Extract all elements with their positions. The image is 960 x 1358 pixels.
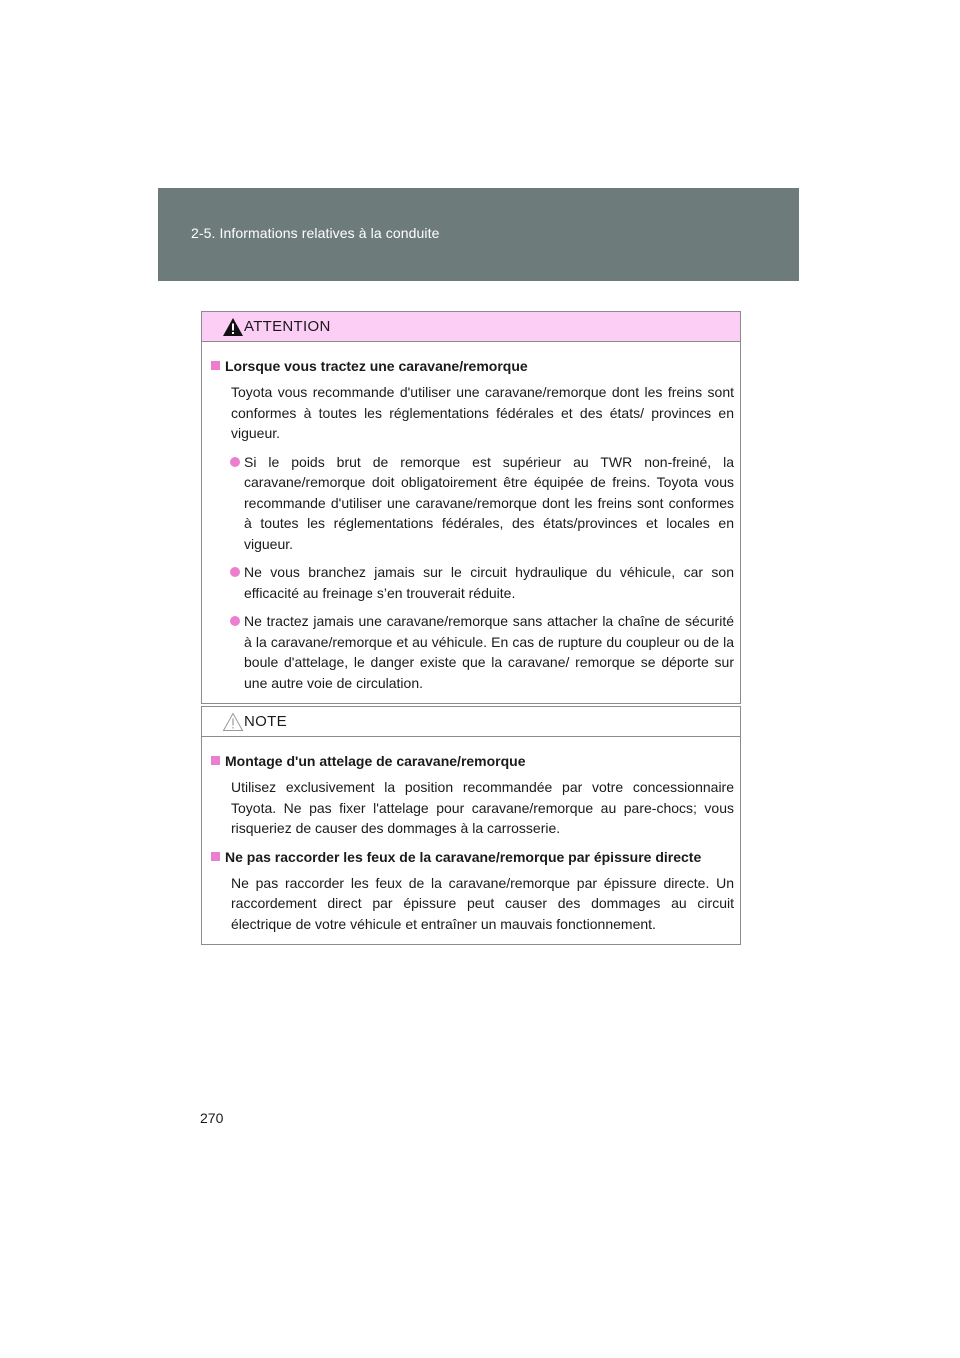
note-heading <box>210 751 734 771</box>
attention-title: ATTENTION <box>244 318 331 335</box>
note-box <box>201 706 741 945</box>
attention-intro: Toyota vous recommande d'utiliser une caravane/remorque dont les freins sont conformes à toutes les réglementations fédérales et des états/ provinces en vigueur. <box>231 384 734 441</box>
note-heading-text: Montage d'un attelage de caravane/remorque <box>225 753 526 769</box>
section-header-band <box>158 188 799 281</box>
attention-bullet-text: Ne vous branchez jamais sur le circuit hydraulique du véhicule, car son efficacité au freinage s’en trouverait réduite. <box>244 564 734 601</box>
square-bullet-icon <box>211 756 220 765</box>
circle-bullet-icon <box>230 457 240 467</box>
attention-bullet <box>210 611 734 693</box>
note-heading-text: Ne pas raccorder les feux de la caravane/remorque par épissure directe <box>225 848 702 865</box>
circle-bullet-icon <box>230 616 240 626</box>
attention-heading <box>210 356 734 376</box>
square-bullet-icon <box>211 852 220 861</box>
caution-triangle-outline-icon <box>222 712 244 732</box>
note-title-bar <box>202 707 740 737</box>
note-paragraph: Utilisez exclusivement la position recommandée par votre concessionnaire Toyota. Ne pas fixer l'attelage pour caravane/remorque au pare-chocs; vous risqueriez de causer des dommages à la carrosserie. <box>231 779 734 836</box>
attention-bullet-text: Ne tractez jamais une caravane/remorque sans attacher la chaîne de sécurité à la caravane/remorque et au véhicule. En cas de rupture du coupleur ou de la boule d'attelage, le danger existe que la caravane/ remorque se déporte sur une autre voie de circulation. <box>244 613 734 691</box>
attention-bullet <box>210 452 734 555</box>
attention-bullet <box>210 562 734 603</box>
note-title: NOTE <box>244 713 287 730</box>
attention-heading-text: Lorsque vous tractez une caravane/remorque <box>225 358 528 374</box>
attention-bullet-text: Si le poids brut de remorque est supérieur au TWR non-freiné, la caravane/remorque doit obligatoirement être équipée de freins. Toyota vous recommande d'utiliser une caravane/remorque dont les freins sont conformes à toutes les réglementations fédérales, des états/provinces et locales en vigueur. <box>244 453 734 552</box>
attention-body <box>202 342 740 703</box>
circle-bullet-icon <box>230 567 240 577</box>
note-heading <box>210 847 734 867</box>
attention-title-bar <box>202 312 740 342</box>
warning-triangle-icon <box>222 317 244 337</box>
square-bullet-icon <box>211 361 220 370</box>
note-body <box>202 737 740 944</box>
section-title: 2-5. Informations relatives à la conduite <box>191 225 440 241</box>
attention-box <box>201 311 741 704</box>
note-paragraph: Ne pas raccorder les feux de la caravane/remorque par épissure directe. Un raccordement direct par épissure peut causer des dommages au circuit électrique de votre véhicule et entraîner un mauvais fonctionnement. <box>231 874 734 932</box>
page-number: 270 <box>200 1110 224 1126</box>
